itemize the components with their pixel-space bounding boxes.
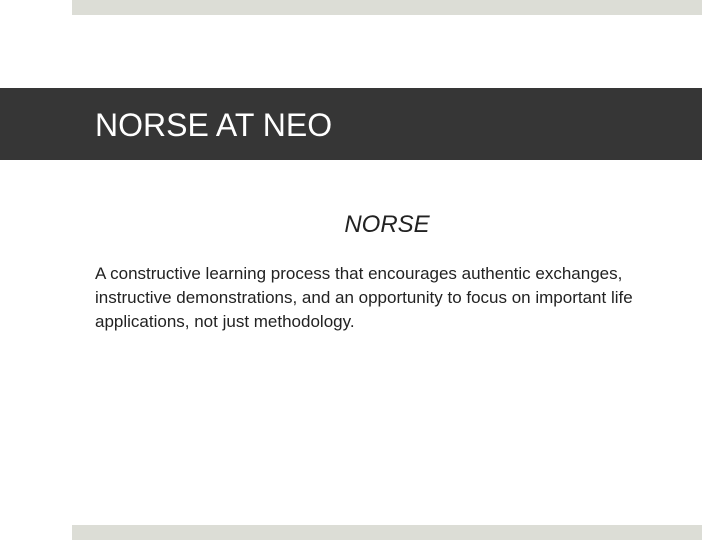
slide-subheading: NORSE bbox=[344, 211, 430, 238]
slide-title: NORSE AT NEO bbox=[95, 107, 333, 143]
bottom-decorative-bar bbox=[72, 525, 702, 540]
top-decorative-bar bbox=[72, 0, 702, 15]
slide-body-text: A constructive learning process that encourages authentic exchanges, instructive demonstrations, and an opportunity to focus on important life applications, not just methodology. bbox=[95, 264, 633, 331]
